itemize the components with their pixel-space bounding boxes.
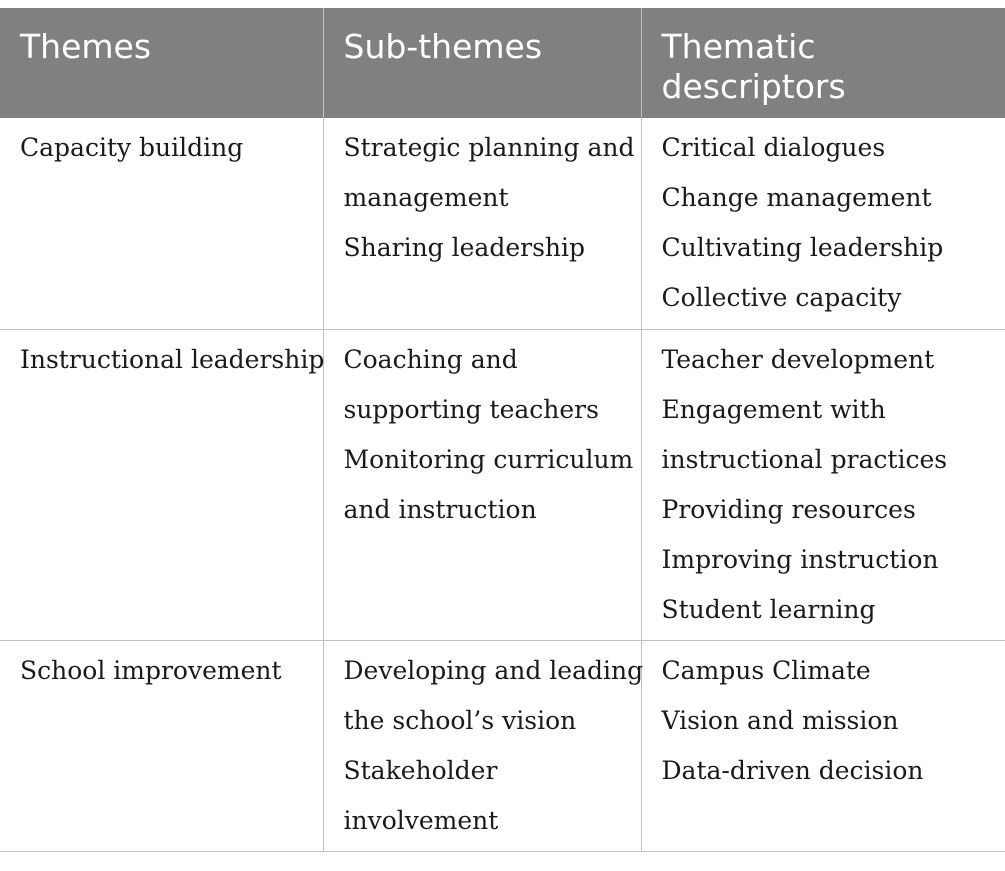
sub-themes-cell [323,329,641,640]
header-themes [0,8,323,118]
theme-cell [0,640,323,851]
table-row [0,329,1005,640]
sub-theme-line: Strategic planning and [343,133,635,162]
table-header [0,8,1005,118]
header-thematic-descriptors [641,8,1005,118]
descriptor-line: Data-driven decision [661,755,924,785]
sub-theme-line: and instruction [343,494,537,524]
descriptor-line: Student learning [661,594,876,624]
descriptor-line: Critical dialogues [661,133,886,162]
descriptor-line: Collective capacity [661,283,902,312]
sub-theme-line: Developing and leading [343,655,644,685]
sub-theme-line: involvement [343,805,499,835]
descriptors-cell [641,640,1005,851]
theme-label: Capacity building [20,133,244,162]
descriptors-cell [641,118,1005,329]
descriptor-line: Cultivating leadership [661,233,944,262]
sub-theme-line: Stakeholder [343,755,498,785]
header-row [0,8,1005,118]
theme-cell [0,329,323,640]
header-descriptors-line2: descriptors [661,67,846,106]
header-sub-themes-label: Sub-themes [343,27,543,66]
sub-theme-line: Sharing leadership [343,233,586,262]
descriptor-line: Engagement with [661,394,886,424]
descriptor-line: Improving instruction [661,544,939,574]
descriptors-cell [641,329,1005,640]
header-themes-label: Themes [20,27,152,66]
descriptor-line: Change management [661,183,932,212]
theme-label: Instructional leadership [20,344,325,374]
theme-label: School improvement [20,655,282,685]
header-descriptors-line1: Thematic [661,27,816,66]
sub-theme-line: supporting teachers [343,394,599,424]
table-body [0,118,1005,851]
descriptor-line: Providing resources [661,494,916,524]
descriptor-line: Teacher development [661,344,935,374]
sub-theme-line: Coaching and [343,344,518,374]
themes-table [0,8,1005,852]
descriptor-line: Vision and mission [661,705,899,735]
header-sub-themes [323,8,641,118]
descriptor-line: Campus Climate [661,655,871,685]
theme-cell [0,118,323,329]
table-row [0,640,1005,851]
table-row [0,118,1005,329]
descriptor-line: instructional practices [661,444,948,474]
sub-themes-cell [323,118,641,329]
sub-theme-line: management [343,183,509,212]
sub-theme-line: the school’s vision [343,705,577,735]
sub-themes-cell [323,640,644,851]
sub-theme-line: Monitoring curriculum [343,444,634,474]
